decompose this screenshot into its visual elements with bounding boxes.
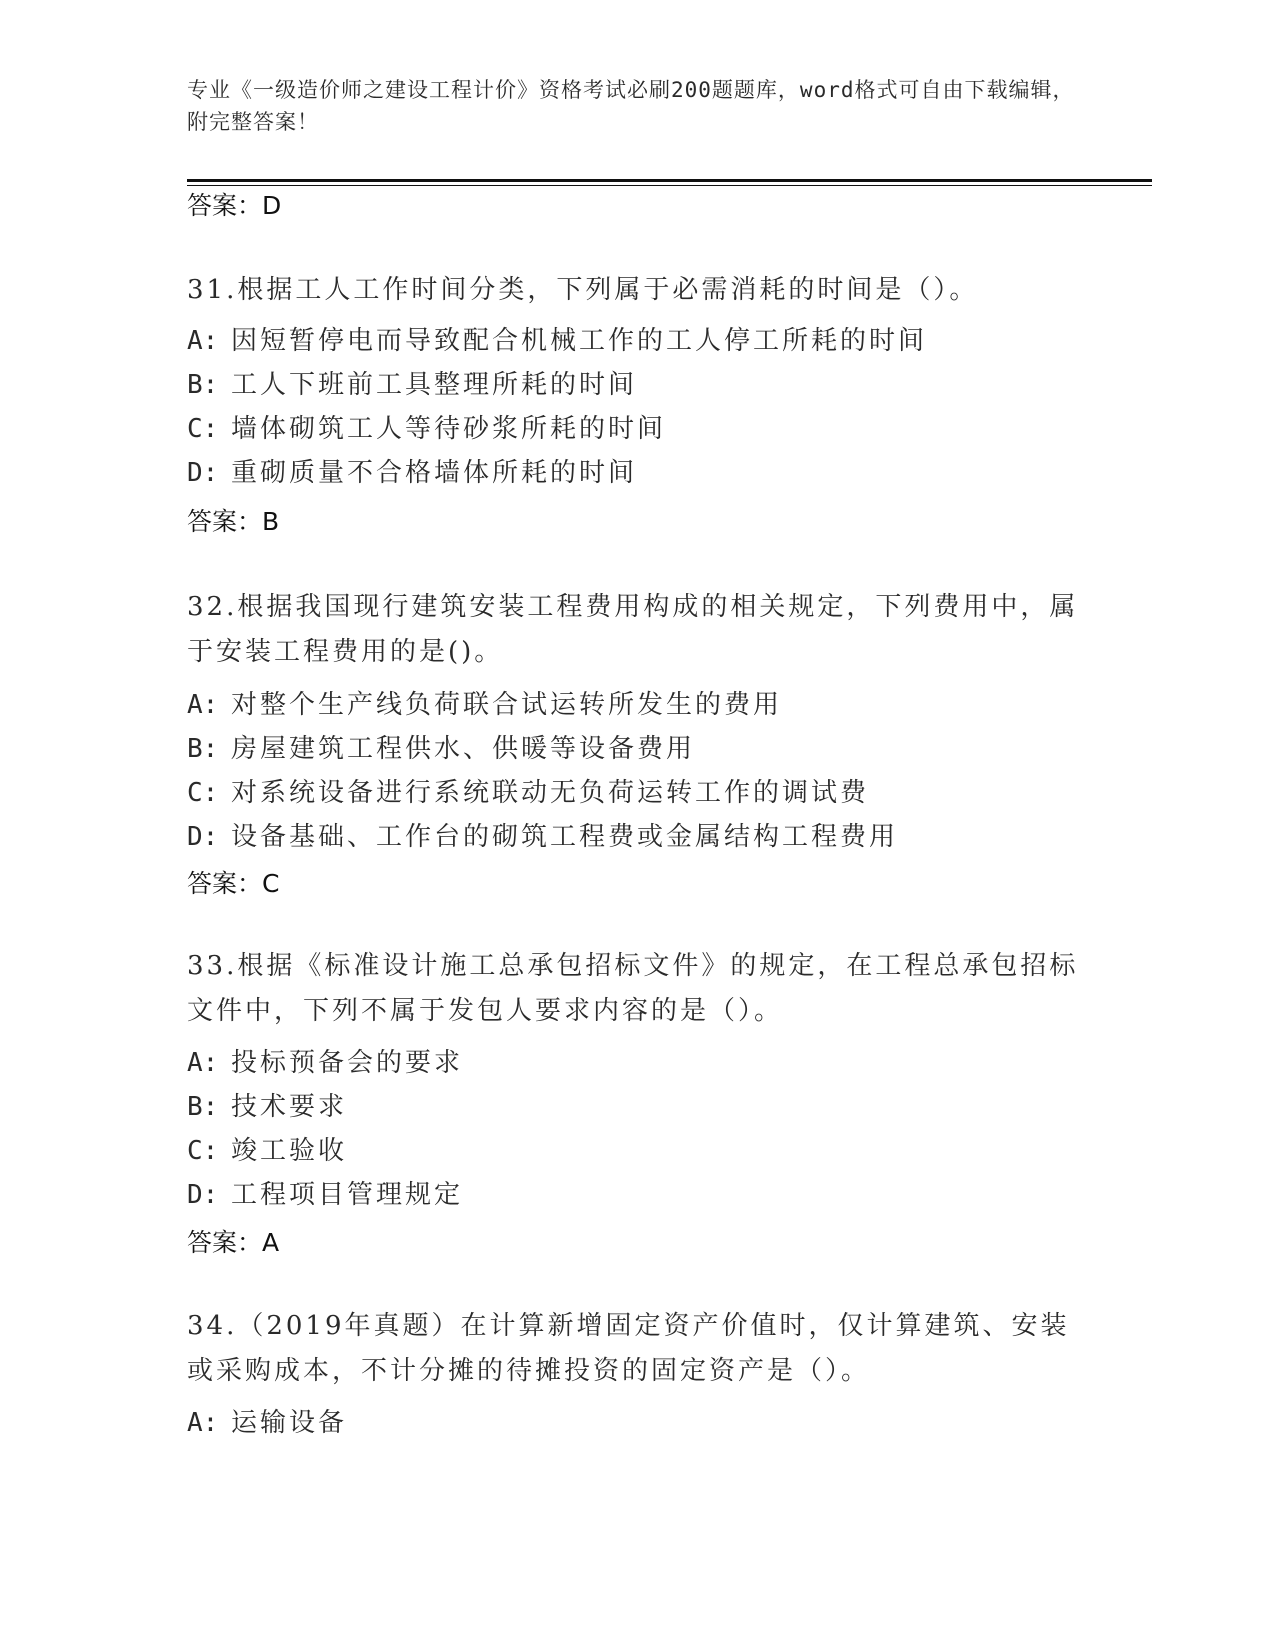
option-letter: C: (187, 778, 219, 808)
option-text: 房屋建筑工程供水、供暖等设备费用 (231, 734, 696, 764)
header-divider-thin (187, 185, 1152, 186)
question-32-option-a (187, 684, 782, 721)
option-letter: D: (187, 458, 219, 488)
option-letter: A: (187, 690, 219, 720)
option-text: 因短暂停电而导致配合机械工作的工人停工所耗的时间 (231, 326, 928, 356)
header-divider-thick (187, 179, 1152, 182)
option-text: 重砌质量不合格墙体所耗的时间 (231, 458, 638, 488)
option-letter: D: (187, 1180, 219, 1210)
option-text: 对系统设备进行系统联动无负荷运转工作的调试费 (231, 778, 870, 808)
option-text: 技术要求 (231, 1092, 348, 1122)
question-33-option-c (187, 1130, 347, 1167)
question-33-option-d (187, 1174, 463, 1211)
question-31-option-d (187, 452, 637, 489)
option-text: 竣工验收 (231, 1136, 348, 1166)
option-letter: A: (187, 1408, 219, 1438)
option-letter: B: (187, 370, 219, 400)
option-letter: A: (187, 326, 219, 356)
option-letter: B: (187, 1092, 219, 1122)
option-text: 对整个生产线负荷联合试运转所发生的费用 (231, 690, 783, 720)
question-31-option-b (187, 364, 637, 401)
question-33-option-a (187, 1042, 463, 1079)
option-text: 投标预备会的要求 (231, 1048, 464, 1078)
answer-32: 答案：C (187, 869, 280, 898)
option-letter: A: (187, 1048, 219, 1078)
question-32-option-c (187, 772, 869, 809)
question-31-stem: 31.根据工人工作时间分类，下列属于必需消耗的时间是（）。 (187, 275, 979, 305)
option-text: 设备基础、工作台的砌筑工程费或金属结构工程费用 (231, 822, 899, 852)
document-header: 专业《一级造价师之建设工程计价》资格考试必刷200题题库，word格式可自由下载编辑，附完整答案！ (187, 78, 1075, 134)
option-text: 工程项目管理规定 (231, 1180, 464, 1210)
option-letter: B: (187, 734, 219, 764)
option-letter: C: (187, 1136, 219, 1166)
option-text: 运输设备 (231, 1408, 348, 1438)
question-31-option-a (187, 320, 927, 357)
question-32-stem: 32.根据我国现行建筑安装工程费用构成的相关规定，下列费用中，属于安装工程费用的是()。 (187, 592, 1079, 667)
question-33-stem: 33.根据《标准设计施工总承包招标文件》的规定，在工程总承包招标文件中，下列不属于发包人要求内容的是（）。 (187, 951, 1079, 1026)
option-text: 墙体砌筑工人等待砂浆所耗的时间 (231, 414, 667, 444)
answer-33: 答案：A (187, 1228, 280, 1257)
answer-30: 答案：D (187, 191, 282, 220)
option-letter: D: (187, 822, 219, 852)
question-33-option-b (187, 1086, 347, 1123)
question-34-option-a (187, 1402, 347, 1439)
question-32-option-d (187, 816, 898, 853)
option-text: 工人下班前工具整理所耗的时间 (231, 370, 638, 400)
option-letter: C: (187, 414, 219, 444)
answer-31: 答案：B (187, 507, 280, 536)
question-32-option-b (187, 728, 695, 765)
question-31-option-c (187, 408, 666, 445)
question-34-stem: 34.（2019年真题）在计算新增固定资产价值时，仅计算建筑、安装或采购成本，不计分摊的待摊投资的固定资产是（）。 (187, 1311, 1070, 1386)
